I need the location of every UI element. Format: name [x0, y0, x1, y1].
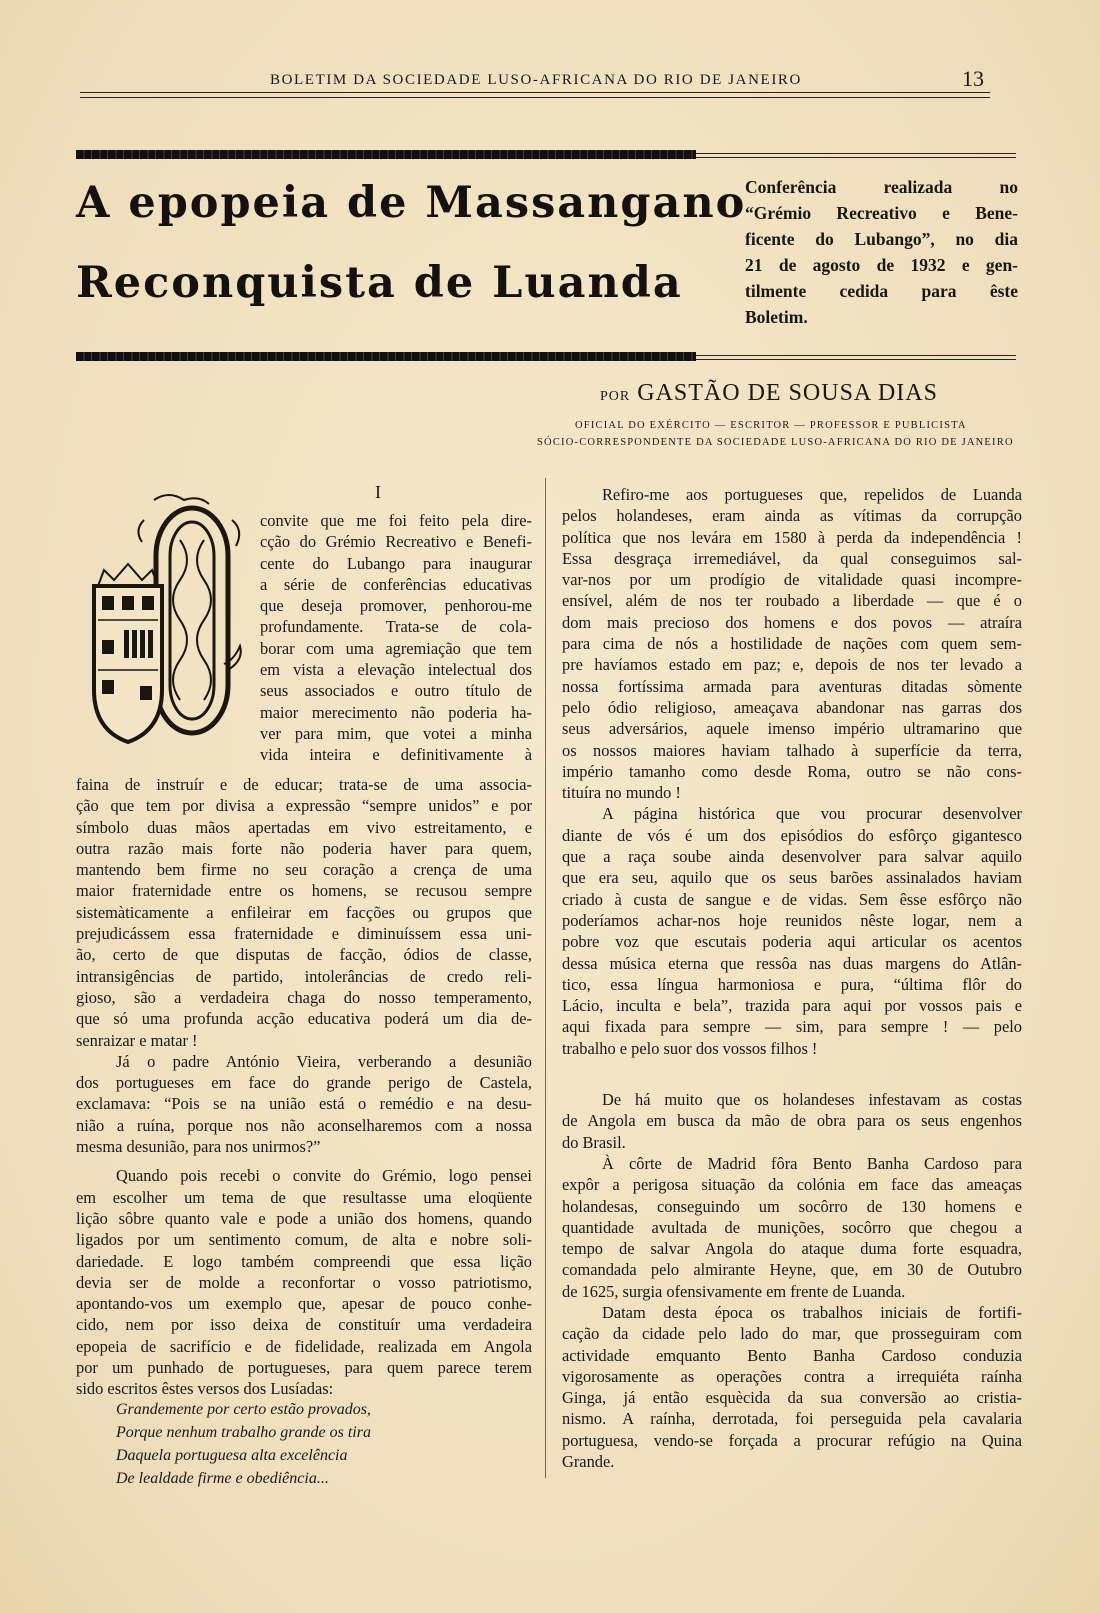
verse-line: Porque nenhum trabalho grande os tira	[116, 1424, 371, 1441]
text-line: sistemàticamente a enfileirar em facções ou grupos que	[76, 902, 532, 922]
text-line: dos portugueses em face do grande perigo de Castela,	[76, 1073, 532, 1093]
text-line: pre havíamos estado em paz; e, depois de nos ter levado a	[562, 655, 1022, 675]
text-line: ver para mim, que votei a minha	[260, 723, 532, 743]
text-line: para cima de nós a hostilidade de nações com quem sem-	[562, 634, 1022, 654]
text-line: intransigências de partido, intolerâncias de credo reli-	[76, 966, 532, 986]
article-title-line-2: Reconquista de Luanda	[76, 258, 683, 308]
text-line: em vista a elevação intelectual dos	[260, 660, 532, 680]
text-line: mesma desunião, para nos unirmos?”	[76, 1137, 321, 1157]
verse-quote	[116, 1398, 516, 1490]
text-line: de 1625, surgia ofensivamente em frente de Luanda.	[562, 1281, 906, 1301]
conference-note	[745, 174, 1018, 330]
text-line: gioso, são a verdadeira chaga do nosso temperamento,	[76, 987, 532, 1007]
left-column	[76, 774, 532, 1400]
text-line: em escolher um tema de que resultasse uma eloqüente	[76, 1187, 532, 1207]
author-credentials-2: SÓCIO-CORRESPONDENTE DA SOCIEDADE LUSO-AFRICANA DO RIO DE JANEIRO	[537, 437, 1014, 448]
text-line: do Brasil.	[562, 1132, 626, 1152]
text-line: seus associados e outro título de	[260, 681, 532, 701]
text-line: Essa desgraça irremediável, da qual conseguimos sal-	[562, 548, 1022, 568]
title-rule-top	[696, 153, 1016, 158]
text-line: apontando-vos um exemplo que, apesar de pouco conhe-	[76, 1294, 532, 1314]
note-line: Conferência realizada no	[745, 177, 1018, 197]
running-title: BOLETIM DA SOCIEDADE LUSO-AFRICANA DO RIO DE JANEIRO	[270, 72, 802, 88]
title-rule-bottom	[696, 355, 1016, 360]
text-line: dessa música eterna que ressôa nas duas margens do Atlân-	[562, 953, 1022, 973]
text-line: que era seu, aquilo que os seus barões assinalados haviam	[562, 868, 1022, 888]
text-line: dariedade. E logo também compreendi que essa lição	[76, 1251, 532, 1271]
text-line: maior fraternidade entre os homens, se recusou sempre	[76, 881, 532, 901]
text-line: comandada pelo almirante Heyne, que, em 30 de Outubro	[562, 1260, 1022, 1280]
text-line: mantendo bem firme no seu coração a crença de uma	[76, 860, 532, 880]
text-line: Ginga, já então esquècida da sua conversão ao cristia-	[562, 1388, 1022, 1408]
text-line: império tamanho como desde Roma, outro se não cons-	[562, 761, 1022, 781]
verse-line: Daquela portuguesa alta excelência	[116, 1447, 348, 1464]
verse-line: De lealdade firme e obediência...	[116, 1470, 329, 1487]
text-line: cção do Grémio Recreativo e Benefi-	[260, 532, 532, 552]
text-line: ão, certo de que disputas de facção, ódios de classe,	[76, 945, 532, 965]
title-bar-bottom	[76, 352, 696, 361]
text-line: outra razão mais forte não poderia haver para quem,	[76, 838, 532, 858]
text-line: vida inteira e definitivamente à	[260, 745, 532, 765]
text-line: diante de vós é um dos episódios do esfôrço gigantesco	[562, 825, 1022, 845]
text-line: poderíamos achar-nos hoje reunidos nêste logar, nem a	[562, 910, 1022, 930]
text-line: prejudicássem essa fraternidade e diminuíssem essa uni-	[76, 924, 532, 944]
author-name: GASTÃO DE SOUSA DIAS	[637, 380, 938, 406]
text-line: os nossos maiores haviam talhado à superfície da terra,	[562, 740, 1022, 760]
note-line: 21 de agosto de 1932 e gen-	[745, 255, 1018, 275]
text-line: faina de instruír e de educar; trata-se de uma associa-	[76, 775, 532, 794]
note-line: ficente do Lubango”, no dia	[745, 229, 1018, 249]
decorated-initial	[84, 490, 254, 750]
author-credentials-1: OFICIAL DO EXÉRCITO — ESCRITOR — PROFESSOR E PUBLICISTA	[575, 420, 967, 431]
note-line: tilmente cedida para êste	[745, 281, 1018, 301]
text-line: sido escritos êstes versos dos Lusíadas:	[76, 1379, 334, 1399]
text-line: epopeia de sacrifício e de fidelidade, realizada em Angola	[76, 1336, 532, 1356]
text-line: Grande.	[562, 1452, 615, 1472]
text-line: exclamava: “Pois se na união está o remédio e na desu-	[76, 1094, 532, 1114]
text-line: por um punhado de portugueses, para quem parece terem	[76, 1358, 532, 1378]
column-divider	[545, 478, 546, 1478]
header-rule	[80, 92, 990, 98]
text-line: ligados por um sentimento comum, de alta e nobre soli-	[76, 1230, 532, 1250]
text-line: que a raça soube ainda desenvolver para salvar aquilo	[562, 847, 1022, 867]
text-line: tempo de salvar Angola do ataque duma forte esquadra,	[562, 1239, 1022, 1259]
text-line: de Angola em busca da mão de obra para os seus engenhos	[562, 1111, 1022, 1131]
text-line: portuguesa, vendo-se forçada a procurar refúgio na Quina	[562, 1430, 1022, 1450]
text-line: que só uma profunda acção educativa poderá um dia de-	[76, 1009, 532, 1029]
byline-por: POR	[600, 389, 631, 404]
text-line: criado à custa de sangue e de vidas. Sem êsse esfôrço não	[562, 889, 1022, 909]
text-line: ensível, além de nos ter roubado a liberdade — que é o	[562, 591, 1022, 611]
text-line: À côrte de Madrid fôra Bento Banha Cardoso para	[602, 1153, 1022, 1173]
text-line: Refiro-me aos portugueses que, repelidos de Luanda	[602, 485, 1022, 504]
text-line: expôr a perigosa situação da colónia em face das ameaças	[562, 1175, 1022, 1195]
text-line: quantidade avultada de munições, socôrro que chegou a	[562, 1217, 1022, 1237]
text-line: política que nos levára em 1580 à perda da independência !	[562, 527, 1022, 547]
note-line: Boletim.	[745, 307, 808, 327]
text-line: maior merecimento não poderia ha-	[260, 702, 532, 722]
byline	[600, 380, 1020, 407]
text-line: seus adversários, aquele imenso império ultramarino que	[562, 719, 1022, 739]
text-line: dom mais precioso dos homens e dos povos — atraíra	[562, 612, 1022, 632]
text-line: nião a ruína, porque nos não aconselharemos com a nossa	[76, 1115, 532, 1135]
text-line: tico, essa língua harmoniosa e pura, “última flôr do	[562, 974, 1022, 994]
text-line: borar com uma agremiação que tem	[260, 638, 532, 658]
text-line: Quando pois recebi o convite do Grémio, logo pensei	[116, 1166, 532, 1186]
section-number: I	[375, 482, 381, 502]
text-line: que deseja promover, penhorou-me	[260, 596, 532, 616]
text-line: actividade emquanto Bento Banha Cardoso conduzia	[562, 1345, 1022, 1365]
text-line: Datam desta época os trabalhos iniciais de fortifi-	[602, 1302, 1022, 1322]
text-line: lição sôbre quanto vale e pode a união dos homens, quando	[76, 1208, 532, 1228]
text-line: holandesas, conseguindo um socôrro de 130 homens e	[562, 1196, 1022, 1216]
text-line: cido, nem por isso deixa de constituír uma verdadeira	[76, 1315, 532, 1335]
text-line: A página histórica que vou procurar desenvolver	[602, 804, 1022, 824]
text-line: aqui fixada para sempre — sim, para sempre ! — pelo	[562, 1017, 1022, 1037]
text-line: nismo. A raínha, derrotada, foi perseguida pela cavalaria	[562, 1409, 1022, 1429]
text-line: símbolo duas mãos apertadas em vivo estreitamento, e	[76, 817, 532, 837]
text-line: pelo ódio religioso, ameaçava abandonar nas garras dos	[562, 697, 1022, 717]
article-title-line-1: A epopeia de Massangano	[76, 178, 747, 228]
text-line: a série de conferências educativas	[260, 574, 532, 594]
coat-of-arms-initial-icon	[84, 490, 254, 750]
text-line: tituíra no mundo !	[562, 783, 681, 803]
page-number: 13	[962, 66, 984, 91]
right-column	[562, 484, 1022, 1472]
text-line: ção que tem por divisa a expressão “sempre unidos” e por	[76, 796, 532, 816]
text-line: De há muito que os holandeses infestavam as costas	[602, 1090, 1022, 1110]
text-line: convite que me foi feito pela dire-	[260, 511, 532, 530]
text-line: cente do Lubango para inaugurar	[260, 553, 532, 573]
text-line: nossa fortíssima armada para aventuras ditadas sòmente	[562, 676, 1022, 696]
text-line: vigorosamente as operações contra a irrequiéta raínha	[562, 1366, 1022, 1386]
text-line: trabalho e pelo suor dos vossos filhos !	[562, 1038, 818, 1058]
text-line: senraizar e matar !	[76, 1030, 198, 1050]
text-line: pobre voz que escutais poderia aqui articular os acentos	[562, 932, 1022, 952]
text-line: devia ser de molde a reconfortar o vosso patriotismo,	[76, 1272, 532, 1292]
text-line: var-nos por um prodígio de vitalidade quasi incompre-	[562, 570, 1022, 590]
text-line: cação da cidade pelo lado do mar, que prosseguiram com	[562, 1324, 1022, 1344]
note-line: “Grémio Recreativo e Bene-	[745, 203, 1018, 223]
intro-paragraph	[260, 510, 532, 766]
text-line: pelos holandeses, eram ainda as vítimas da corrupção	[562, 506, 1022, 526]
text-line: Já o padre António Vieira, verberando a desunião	[116, 1051, 532, 1071]
verse-line: Grandemente por certo estão provados,	[116, 1401, 371, 1418]
text-line: profundamente. Trata-se de cola-	[260, 617, 532, 637]
title-bar-top	[76, 150, 696, 159]
text-line: Lácio, inculta e bela”, trazida para aqui por vossos pais e	[562, 996, 1022, 1016]
